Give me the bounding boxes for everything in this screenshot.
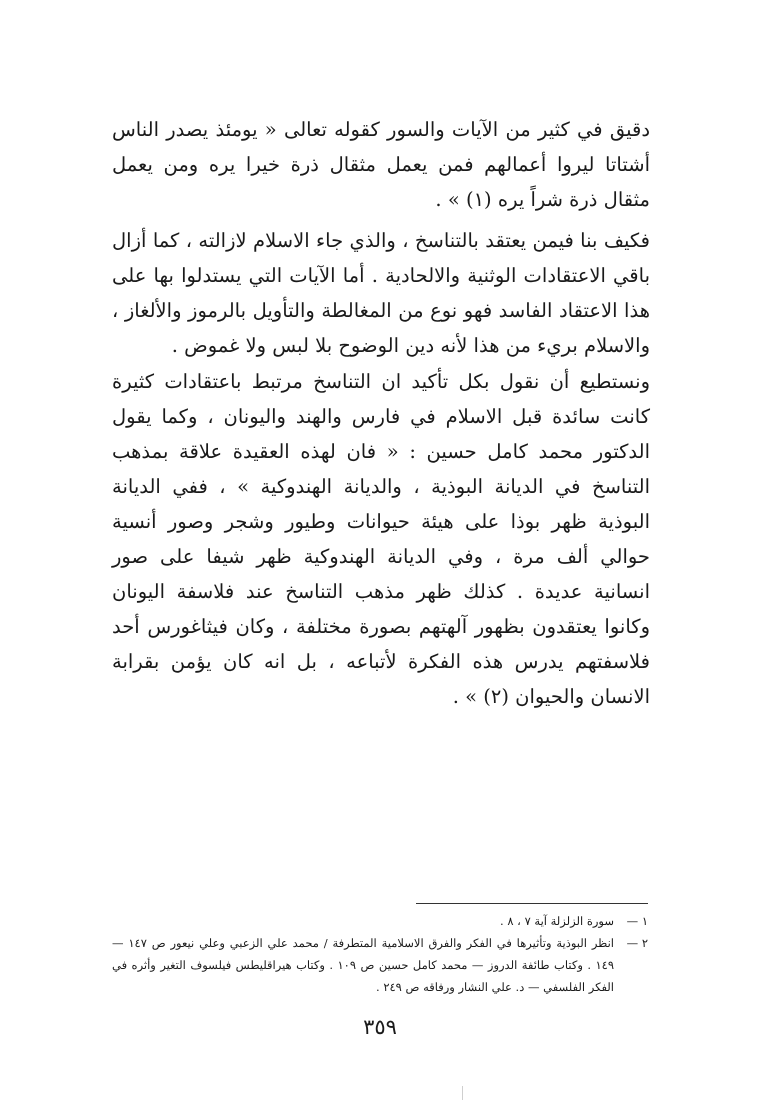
paragraph-2: فكيف بنا فيمن يعتقد بالتناسخ ، والذي جاء الاسلام لازالته ، كما أزال باقي الاعتقادات الوثنية والالحادية . أما الآيات التي يستدلوا بها على هذا الاعتقاد الفاسد فهو نوع من المغالطة والتأويل بالرموز والألغاز ، والاسلام بريء من هذا لأنه دين الوضوح بلا لبس ولا غموض . bbox=[112, 229, 650, 357]
footnotes bbox=[112, 910, 648, 998]
footnote-number: ٢ — bbox=[626, 936, 648, 950]
paragraph-1: دقيق في كثير من الآيات والسور كقوله تعالى « يومئذ يصدر الناس أشتاتا ليروا أعمالهم فمن يعمل مثقال ذرة خيرا يره ومن يعمل مثقال ذرة شراً يره (١) » . bbox=[112, 118, 650, 211]
footnote-number: ١ — bbox=[626, 914, 648, 928]
paragraph-3: ونستطيع أن نقول بكل تأكيد ان التناسخ مرتبط باعتقادات كثيرة كانت سائدة قبل الاسلام في فارس والهند واليونان ، وكما يقول الدكتور محمد كامل حسين : « فان لهذه العقيدة علاقة بمذهب التناسخ في الديانة البوذية ، والديانة الهندوكية » ، ففي الديانة البوذية ظهر بوذا على هيئة حيوانات وطيور وشجر وصور أنسية حوالي ألف مرة ، وفي الديانة الهندوكية ظهر شيفا على صور انسانية عديدة . كذلك ظهر مذهب التناسخ عند فلاسفة اليونان وكانوا يعتقدون بظهور آلهتهم بصورة مختلفة ، وكان فيثاغورس أحد فلاسفتهم يدرس هذه الفكرة لأتباعه ، بل انه كان يؤمن بقرابة الانسان والحيوان (٢) » . bbox=[112, 370, 650, 708]
footnote-2 bbox=[112, 932, 648, 998]
footnote-text: سورة الزلزلة آية ٧ ، ٨ . bbox=[500, 914, 614, 928]
footnote-separator bbox=[416, 903, 648, 904]
page-number: ٣٥٩ bbox=[363, 1015, 397, 1039]
scan-artifact bbox=[462, 1086, 463, 1100]
footnote-1 bbox=[112, 910, 648, 932]
footnote-text: انظر البوذية وتأثيرها في الفكر والفرق الاسلامية المتطرفة / محمد علي الزعبي وعلي نيعور ص ١٤٧ — ١٤٩ . وكتاب طائفة الدروز — محمد كامل حسين ص ١٠٩ . وكتاب هيراقليطس فيلسوف التغير وأثره في الفكر الفلسفي — د. علي النشار ورفاقه ص ٢٤٩ . bbox=[112, 936, 615, 994]
